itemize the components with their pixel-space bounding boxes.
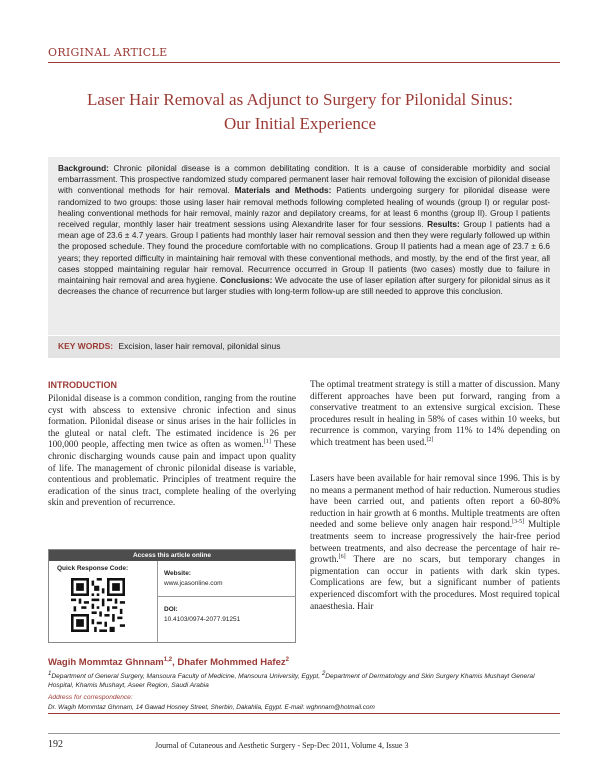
right-text-1: The optimal treatment strategy is still a matter of discussion. Many different approaches have been put forward, ranging from a conservative treatment to an extensive surgical excision. These procedures result in healing in 58% of cases within 10 weeks, but recurrence is common, varying from 11% to 14% depending on which treatment has been used.	[310, 380, 560, 448]
right-column-paragraph-2	[310, 474, 560, 613]
reference-4[interactable]: [6]	[338, 554, 346, 561]
access-box-header: Access this article online	[49, 550, 295, 561]
access-box-divider-horizontal	[158, 596, 296, 597]
qr-code-icon[interactable]	[71, 578, 125, 632]
title-line-2: Our Initial Experience	[224, 114, 376, 133]
right-text-2: Lasers have been available for hair removal since 1996. This is by no means a permanent method of hair reduction. Numerous studies have been carried out, and patients often report a 60-80% reduction in hair growth at 6 months. Multiple treatments are often needed and some believe only anagen hair respond.	[310, 474, 560, 531]
access-online-box	[48, 549, 296, 643]
introduction-heading: INTRODUCTION	[48, 380, 117, 390]
doi-label: DOI:	[164, 606, 178, 613]
correspondence-divider	[48, 713, 560, 714]
keywords-bar	[48, 336, 560, 358]
website-link[interactable]: www.jcasonline.com	[164, 580, 223, 587]
reference-3[interactable]: [3-5]	[512, 519, 525, 526]
abstract-results-label: Results:	[427, 220, 460, 230]
qr-label: Quick Response Code:	[57, 565, 129, 572]
section-divider	[48, 62, 560, 63]
abstract-methods-label: Materials and Methods:	[234, 186, 332, 196]
abstract-results-text: Group I patients had a mean age of 23.6 ± 4.7 years. Group I patients had monthly laser hair removal session and then they were regularly followed up within the proposed schedule. They found the procedure comfortable with no complications. Group II patients had a mean age of 23.7 ± 6.6 years; they reported difficulty in maintaining hair removal with these conventional methods, and mostly, by the end of the first year, all cases stopped maintaining regular hair removal. Recurrence occurred in Group II patients (two cases) mostly due to failure in maintaining hair removal and area hygiene.	[58, 220, 550, 286]
page-number: 192	[48, 739, 63, 750]
affiliation-1: Department of General Surgery, Mansoura Faculty of Medicine, Mansoura University, Egypt,	[51, 673, 321, 680]
author-2-affil: 2	[285, 656, 289, 663]
affil-marker-2: 2	[321, 670, 326, 677]
keywords-text: Excision, laser hair removal, pilonidal sinus	[118, 341, 281, 351]
intro-text-2: These chronic discharging wounds cause pain and impact upon quality of life. The management of chronic pilonidal disease is variable, contentious and problematic. Principles of treatment require the eradication of the sinus tract, complete healing of the overlying skin and prevention of recurrence.	[48, 440, 297, 509]
affiliation-2: Department of Dermatology and Skin Surgery Khamis Mushayt General Hospital, Khamis Mushayt, Aseer Region, Saudi Arabia	[48, 673, 535, 689]
abstract-background-text: Chronic pilonidal disease is a common debilitating condition. It is a cause of considerable morbidity and social embarrassment. This prospective randomized study compared permanent laser hair removal following the excision of pilonidal disease with conventional methods for hair removal.	[58, 164, 551, 196]
intro-text-1: Pilonidal disease is a common condition, ranging from the routine cyst with abscess to extensive chronic infection and sinus formation. Pilonidal disease or sinus arises in the hair follicles in the gluteal or natal cleft. The estimated incidence is 26 per 100,000 people, affecting men twice as often as women.	[48, 394, 296, 451]
title-line-1: Laser Hair Removal as Adjunct to Surgery for Pilonidal Sinus:	[86, 90, 514, 109]
footer-divider	[48, 733, 560, 734]
correspondence-address: Dr. Wagih Mommtaz Ghnnam, 14 Gawad Hosney Street, Sherbin, Dakahlia, Egypt. E-mail: wghnnam@hotmail.com	[48, 704, 375, 711]
author-1: Wagih Mommtaz Ghnnam	[48, 657, 164, 668]
affil-marker-1: 1	[48, 670, 52, 677]
doi-value[interactable]: 10.4103/0974-2077.91251	[164, 616, 241, 623]
abstract-conclusions-label: Conclusions:	[220, 276, 273, 286]
article-title	[40, 88, 560, 136]
author-2: Dhafer Mohmmed Hafez	[177, 657, 286, 668]
right-text-3: Multiple treatments seem to increase progressively the hair-free period between treatments, and also decrease the percentage of hair re-growth.	[310, 520, 560, 566]
correspondence-label: Address for correspondence:	[48, 694, 133, 701]
author-1-affil: 1,2	[163, 656, 173, 663]
keywords-label: KEY WORDS:	[58, 341, 114, 351]
reference-2[interactable]: [2]	[426, 436, 434, 443]
affiliations	[48, 672, 560, 690]
abstract-background-label: Background:	[58, 164, 109, 173]
section-label: ORIGINAL ARTICLE	[48, 46, 168, 59]
abstract-conclusions-text: We advocate the use of laser epilation after surgery for pilonidal sinus as it decreases the chance of recurrence but larger studies with long-term follow-up are still needed to approve this conclusion.	[58, 276, 550, 297]
abstract-methods-text: Patients undergoing surgery for pilonidal disease were randomized to two groups: those using laser hair removal methods following completed healing of wounds (group I) or regular post-healing conventional methods for hair removal, mainly razor and depilatory creams, for at least 6 months (group II). Group I patients received regular, monthly laser hair treatment sessions using Alexandrite laser for four sessions.	[58, 186, 550, 230]
journal-citation: Journal of Cutaneous and Aesthetic Surgery - Sep-Dec 2011, Volume 4, Issue 3	[155, 741, 409, 750]
abstract-box	[48, 157, 560, 335]
right-column-paragraph-1	[310, 380, 560, 450]
right-text-4: There are no scars, but temporary changes in pigmentation can occur in patients with dark skin types. Complications are few, but a significant number of patients experienced discomfort with the procedures. Most required topical anaesthesia. Hair	[310, 555, 561, 612]
introduction-paragraph	[48, 394, 296, 510]
author-separator: ,	[172, 657, 178, 668]
access-box-divider-vertical	[157, 561, 158, 643]
reference-1[interactable]: [1]	[263, 439, 271, 446]
website-label: Website:	[164, 570, 191, 577]
author-list	[48, 657, 289, 668]
